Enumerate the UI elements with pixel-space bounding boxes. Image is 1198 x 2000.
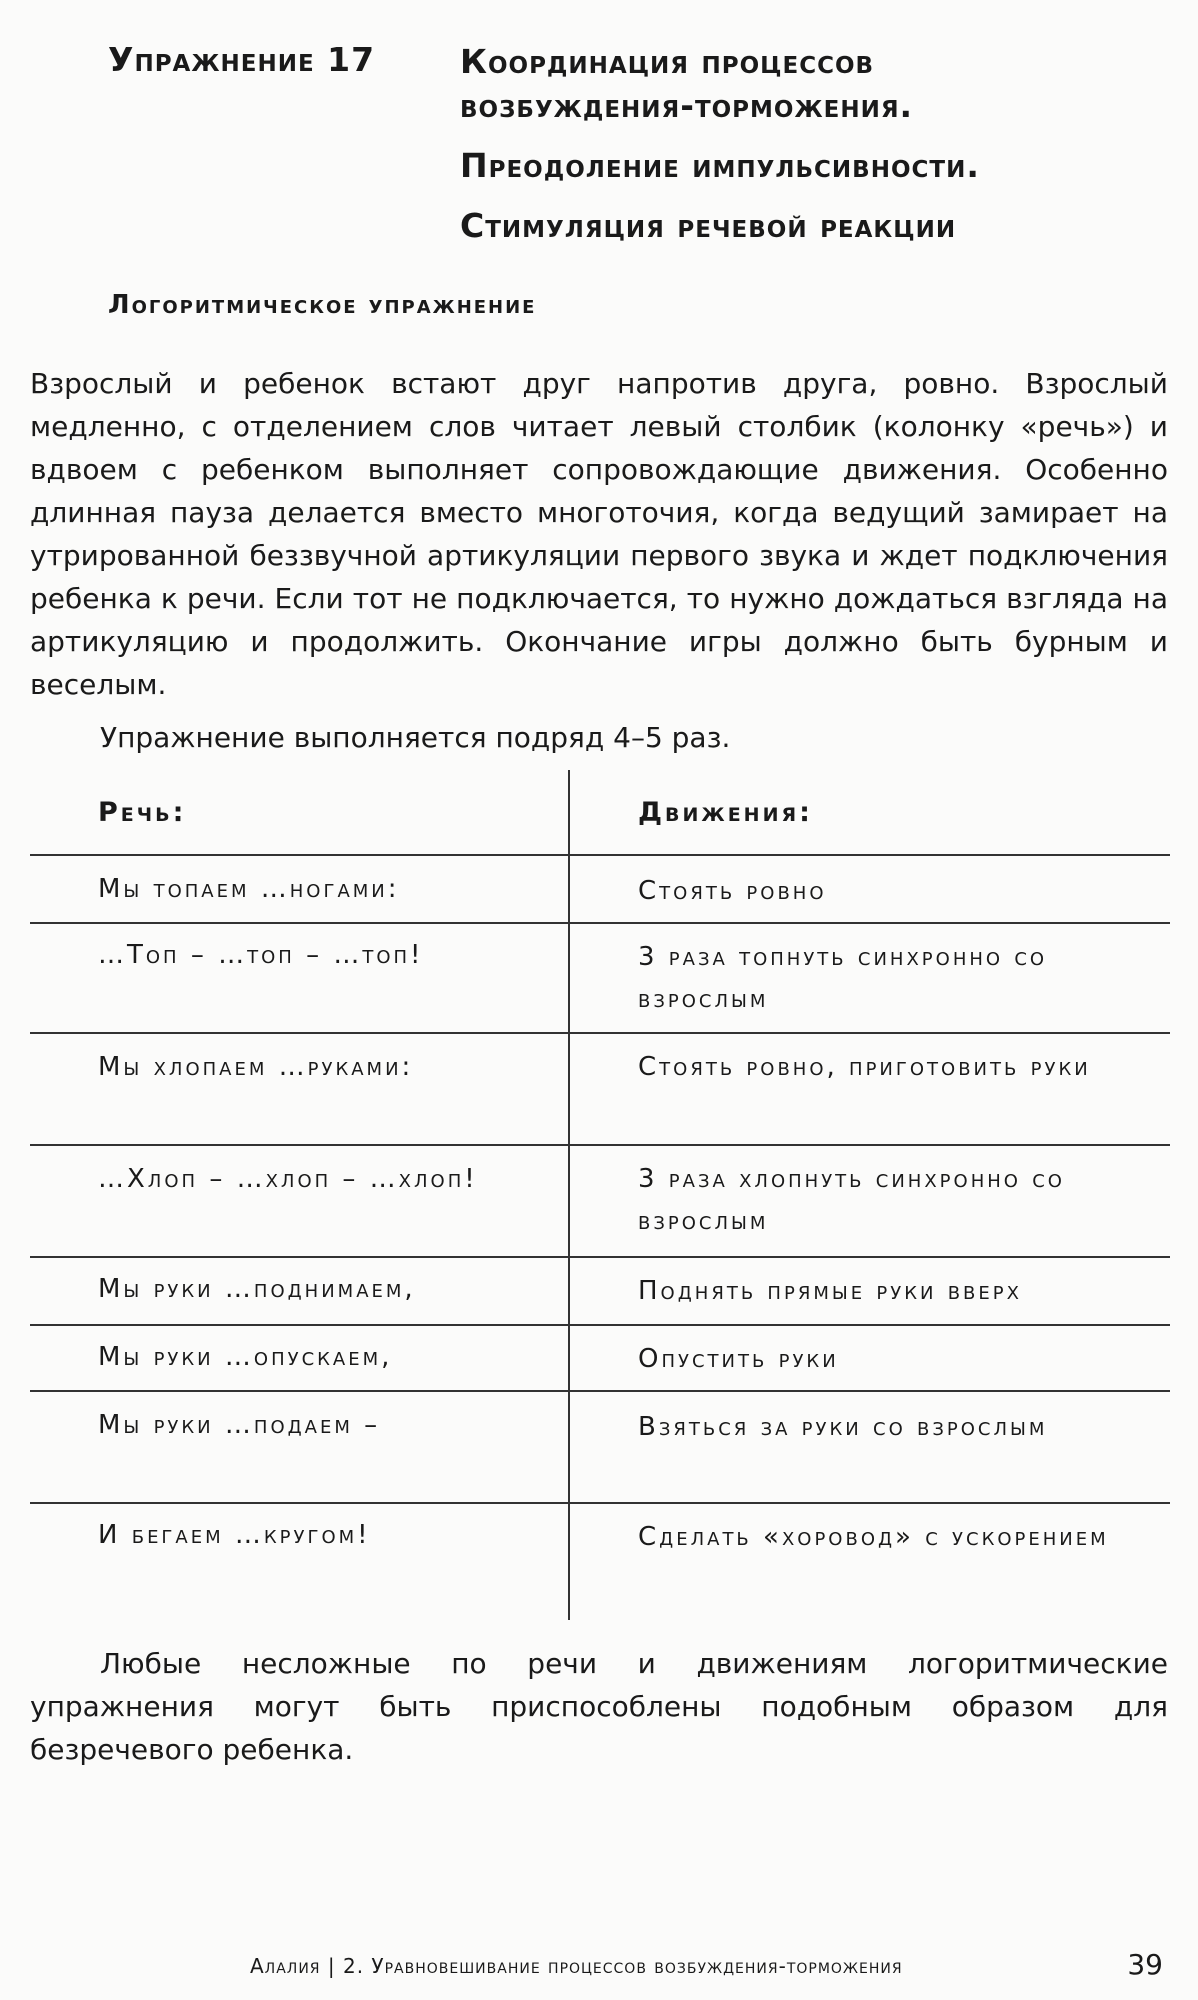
row-1-speech: Мы топаем …ногами: bbox=[98, 874, 400, 904]
subheading: Логоритмическое упражнение bbox=[108, 290, 537, 320]
row-7-speech: Мы руки …подаем – bbox=[98, 1410, 381, 1440]
exercise-title bbox=[460, 40, 1160, 248]
title-line-3: Преодоление импульсивности. bbox=[460, 146, 980, 185]
row-6-movement: Опустить руки bbox=[638, 1344, 839, 1374]
row-divider bbox=[30, 1032, 1170, 1034]
row-divider bbox=[30, 1144, 1170, 1146]
row-divider bbox=[30, 854, 1170, 856]
title-line-1: Координация процессов bbox=[460, 42, 875, 81]
page-number: 39 bbox=[1127, 1948, 1163, 1981]
row-7-movement: Взяться за руки со взрослым bbox=[638, 1412, 1048, 1442]
row-8-speech: И бегаем …кругом! bbox=[98, 1520, 371, 1550]
closing-paragraph: Любые несложные по речи и движениям логоритмические упражнения могут быть приспособлены подобным образом для безречевого ребенка. bbox=[30, 1647, 1168, 1766]
row-3-speech: Мы хлопаем …руками: bbox=[98, 1052, 414, 1082]
row-2-movement: 3 раза топнуть синхронно со взрослым bbox=[638, 942, 1048, 1014]
row-6-speech: Мы руки …опускаем, bbox=[98, 1342, 393, 1372]
row-5-speech: Мы руки …поднимаем, bbox=[98, 1274, 416, 1304]
row-5-movement: Поднять прямые руки вверх bbox=[638, 1276, 1022, 1306]
title-line-2: возбуждения-торможения. bbox=[460, 86, 914, 125]
row-divider bbox=[30, 1324, 1170, 1326]
title-line-4: Стимуляция речевой реакции bbox=[460, 206, 957, 245]
column-divider bbox=[568, 770, 570, 1620]
row-1-movement: Стоять ровно bbox=[638, 876, 827, 906]
row-3-movement: Стоять ровно, приготовить руки bbox=[638, 1052, 1091, 1082]
row-4-speech: …Хлоп – …хлоп – …хлоп! bbox=[98, 1164, 478, 1194]
row-divider bbox=[30, 1256, 1170, 1258]
exercise-table bbox=[30, 770, 1170, 1630]
intro-paragraph: Взрослый и ребенок встают друг напротив друга, ровно. Взрослый медленно, с отделением слов читает левый столбик (колонку «речь») и вдвоем с ребенком выполняет сопровождающие движения. Особенно длинная пауза делается вместо многоточия, когда ведущий замирает на утрированной беззвучной артикуляции первого звука и ждет подключения ребенка к речи. Если тот не подключается, то нужно дождаться взгляда на артикуляцию и продолжить. Окончание игры должно быть бурным и веселым. bbox=[30, 367, 1168, 701]
row-divider bbox=[30, 1502, 1170, 1504]
row-8-movement: Сделать «хоровод» с ускорением bbox=[638, 1522, 1109, 1552]
row-divider bbox=[30, 1390, 1170, 1392]
row-divider bbox=[30, 922, 1170, 924]
header-movements: Движения: bbox=[638, 797, 813, 828]
exercise-number: Упражнение 17 bbox=[108, 40, 376, 79]
running-title: Алалия | 2. Уравновешивание процессов возбуждения-торможения bbox=[250, 1954, 903, 1978]
header-speech: Речь: bbox=[98, 797, 187, 828]
repeat-paragraph: Упражнение выполняется подряд 4–5 раз. bbox=[100, 721, 731, 754]
row-4-movement: 3 раза хлопнуть синхронно со взрослым bbox=[638, 1164, 1065, 1236]
row-2-speech: …Топ – …топ – …топ! bbox=[98, 940, 424, 970]
